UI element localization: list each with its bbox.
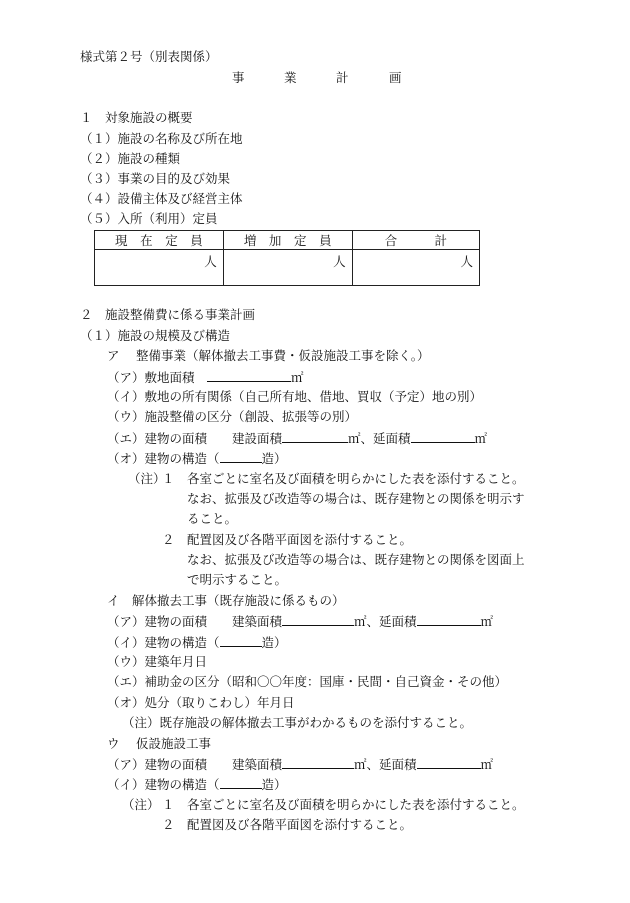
section1-item: （４）設備主体及び経営主体 (80, 191, 243, 206)
header-current-capacity: 現 在 定 員 (95, 231, 224, 250)
b-building-area-blank[interactable] (282, 613, 354, 626)
c-floor-area-blank[interactable] (417, 756, 481, 769)
title-char: 計 (336, 70, 349, 85)
building-area-blank[interactable] (282, 430, 348, 443)
section1-item: （１）施設の名称及び所在地 (80, 131, 243, 146)
a-note2-line: で明示すること。 (187, 572, 288, 587)
a-site-ownership: （イ）敷地の所有関係（自己所有地、借地、買収（予定）地の別） (107, 389, 483, 404)
c-building-area: （ア）建物の面積 建築面積 ㎡、延面積 ㎡ (107, 757, 494, 772)
site-area-blank[interactable] (207, 369, 291, 382)
section1-item: （５）入所（利用）定員 (80, 211, 218, 226)
b-structure-blank[interactable] (220, 634, 262, 647)
section1-item: （２）施設の種類 (80, 151, 181, 166)
a-building-area: （エ）建物の面積 建設面積 ㎡、延面積 ㎡ (107, 431, 488, 446)
a-note1-number: １ (162, 471, 175, 486)
c-title: ウ 仮設施設工事 (107, 736, 211, 751)
current-capacity-cell[interactable]: 人 (95, 250, 224, 286)
a-note1-line: 各室ごとに室名及び面積を明らかにした表を添付すること。 (187, 471, 525, 486)
c-note1: 各室ごとに室名及び面積を明らかにした表を添付すること。 (187, 797, 525, 812)
c-building-area-blank[interactable] (282, 756, 354, 769)
b-floor-area-blank[interactable] (417, 613, 481, 626)
c-note2: 配置図及び各階平面図を添付すること。 (187, 817, 413, 832)
capacity-table (94, 230, 480, 286)
b-build-date: （ウ）建築年月日 (107, 654, 208, 669)
a-note1-line: ること。 (187, 511, 238, 526)
increase-capacity-cell[interactable]: 人 (223, 250, 352, 286)
a-note2-number: ２ (162, 532, 175, 547)
b-note: （注）既存施設の解体撤去工事がわかるものを添付すること。 (122, 715, 473, 730)
title-char: 画 (389, 70, 402, 85)
a-category: （ウ）施設整備の区分（創設、拡張等の別） (107, 409, 358, 424)
b-building-area: （ア）建物の面積 建築面積 ㎡、延面積 ㎡ (107, 614, 494, 629)
a-note2-line: なお、拡張及び改造等の場合は、既存建物との関係を図面上 (187, 552, 525, 567)
section2-sub1: （１）施設の規模及び構造 (80, 328, 231, 343)
header-total: 合 計 (352, 231, 479, 250)
c-note-prefix: （注） (122, 797, 160, 812)
c-building-structure: （イ）建物の構造（ 造） (107, 777, 287, 792)
section2-heading: ２ 施設整備費に係る事業計画 (80, 307, 256, 322)
title-char: 業 (284, 70, 297, 85)
a-building-structure: （オ）建物の構造（ 造） (107, 451, 287, 466)
structure-blank[interactable] (220, 450, 262, 463)
total-capacity-cell[interactable]: 人 (352, 250, 479, 286)
floor-area-blank[interactable] (411, 430, 475, 443)
c-note2-number: ２ (162, 817, 175, 832)
header-increase-capacity: 増 加 定 員 (223, 231, 352, 250)
b-subsidy: （エ）補助金の区分（昭和〇〇年度：国庫・民間・自己資金・その他） (107, 674, 508, 689)
a-note2-line: 配置図及び各階平面図を添付すること。 (187, 532, 413, 547)
c-structure-blank[interactable] (220, 776, 262, 789)
section1-item: （３）事業の目的及び効果 (80, 171, 231, 186)
a-note-prefix: （注） (128, 471, 166, 486)
document-title (0, 70, 630, 86)
a-title: ア 整備事業（解体撤去工事費・仮設施設工事を除く。） (107, 348, 430, 363)
c-note1-number: １ (162, 797, 175, 812)
b-title: イ 解体撤去工事（既存施設に係るもの） (107, 593, 345, 608)
b-disposal-date: （オ）処分（取りこわし）年月日 (107, 695, 295, 710)
a-site-area: （ア）敷地面積 ㎡ (107, 370, 304, 385)
a-note1-line: なお、拡張及び改造等の場合は、既存建物との関係を明示す (187, 491, 525, 506)
title-char: 事 (232, 70, 245, 85)
form-number: 様式第２号（別表関係） (80, 49, 218, 64)
section1-heading: １ 対象施設の概要 (80, 110, 193, 125)
b-building-structure: （イ）建物の構造（ 造） (107, 635, 287, 650)
